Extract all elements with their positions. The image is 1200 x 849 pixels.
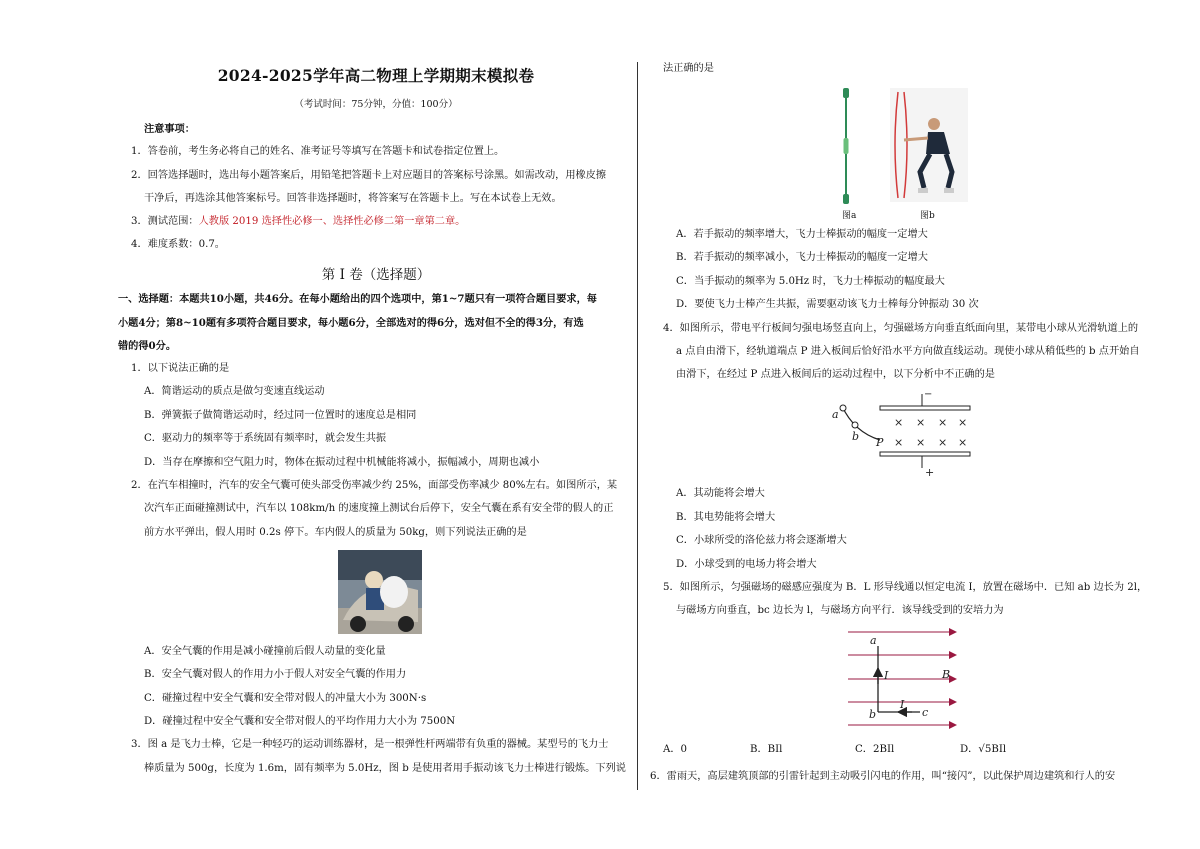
q5-label-b: b (869, 708, 877, 721)
q4-label-p: P (876, 436, 884, 449)
q1-option-c: C．驱动力的频率等于系统固有频率时，就会发生共振 (144, 433, 387, 444)
section-instructions-3: 错的得0分。 (118, 340, 177, 352)
q5-stem-2: 与磁场方向垂直，bc 边长为 l，与磁场方向平行．该导线受到的安培力为 (676, 605, 1004, 616)
q4-field-cross: × (916, 436, 926, 449)
q4-field-cross: × (958, 436, 968, 449)
q4-field-cross: × (894, 416, 904, 429)
section-instructions-2: 小题4分；第8~10题有多项符合题目要求，每小题6分，全部选对的得6分，选对但不全的得3分，有选 (118, 317, 584, 329)
q3-stem-2: 棒质量为 500g，长度为 1.6m，固有频率为 5.0Hz，图 b 是使用者用手振动该飞力士棒进行锻炼。下列说 (144, 763, 626, 774)
right-column (650, 0, 1150, 849)
q3-option-a: A．若手振动的频率增大，飞力士棒振动的幅度一定增大 (676, 229, 928, 240)
q4-field-cross: × (894, 436, 904, 449)
q3-stem-1: 3．图 a 是飞力士棒，它是一种轻巧的运动训练器材，是一根弹性杆两端带有负重的器械。某型号的飞力士 (131, 739, 609, 750)
q4-option-b: B．其电势能将会增大 (676, 512, 776, 523)
q2-option-a: A．安全气囊的作用是减小碰撞前后假人动量的变化量 (144, 646, 386, 657)
q5-option-c: C．2BIl (855, 744, 895, 755)
q1-option-d: D．当存在摩擦和空气阻力时，物体在振动过程中机械能将减小，振幅减小，周期也减小 (144, 457, 540, 468)
q4-field-cross: × (916, 416, 926, 429)
q2-stem-2: 次汽车正面碰撞测试中，汽车以 108km/h 的速度撞上测试台后停下，安全气囊在系有安全带的假人的正 (144, 503, 614, 514)
section-instructions-1: 一、选择题：本题共10小题，共46分。在每小题给出的四个选项中，第1~7题只有一项符合题目要求，每 (118, 293, 597, 305)
q6-stem: 6．雷雨天，高层建筑顶部的引雷针起到主动吸引闪电的作用，叫“接闪”，以此保护周边建筑和行人的安 (650, 771, 1116, 782)
q4-plates-diagram (828, 388, 978, 484)
q4-field-cross: × (938, 436, 948, 449)
flexi-bar-figure-b (890, 88, 968, 202)
page-title: 2024-2025学年高二物理上学期期末模拟卷 (217, 66, 535, 85)
note-4: 4．难度系数：0.7。 (131, 239, 225, 250)
q3-option-d: D．要使飞力士棒产生共振，需要驱动该飞力士棒每分钟振动 30 次 (676, 299, 979, 310)
note-3-prefix: 3．测试范围： (131, 216, 199, 227)
q4-option-d: D．小球受到的电场力将会增大 (676, 559, 817, 570)
q5-label-field-b: B (942, 668, 951, 681)
q5-label-current-bc: I (900, 698, 905, 711)
q5-stem-1: 5．如图所示，匀强磁场的磁感应强度为 B．L 形导线通以恒定电流 I，放置在磁场中．已知 ab 边长为 2l， (663, 582, 1148, 593)
note-1: 1．答卷前，考生务必将自己的姓名、准考证号等填写在答题卡和试卷指定位置上。 (131, 146, 505, 157)
q5-label-a: a (870, 634, 877, 647)
exam-info: （考试时间：75分钟，分值：100分） (294, 99, 458, 110)
note-2-cont: 干净后，再选涂其他答案标号。回答非选择题时，将答案写在答题卡上。写在本试卷上无效。 (144, 193, 562, 204)
note-3 (131, 215, 465, 229)
q2-option-b: B．安全气囊对假人的作用力小于假人对安全气囊的作用力 (144, 669, 407, 680)
q4-stem-2: a 点自由滑下，经轨道端点 P 进入板间后恰好沿水平方向做直线运动。现使小球从稍低些的 b 点开始自 (676, 346, 1140, 357)
q2-stem-3: 前方水平弹出，假人用时 0.2s 停下。车内假人的质量为 50kg，则下列说法正确的是 (144, 527, 527, 538)
q3-stem-3: 法正确的是 (663, 63, 714, 74)
note-3-scope: 人教版 2019 选择性必修一、选择性必修二第一章第二章。 (198, 216, 466, 227)
q4-plus-sign: + (925, 466, 935, 479)
column-divider (637, 62, 638, 790)
fig-b-caption: 图b (920, 211, 935, 221)
q1-option-b: B．弹簧振子做简谐运动时，经过同一位置时的速度总是相同 (144, 410, 417, 421)
note-2: 2．回答选择题时，选出每小题答案后，用铅笔把答题卡上对应题目的答案标号涂黑。如需改动，用橡皮擦 (131, 170, 607, 181)
left-column (118, 0, 634, 849)
q4-field-cross: × (938, 416, 948, 429)
q1-stem: 1．以下说法正确的是 (131, 363, 230, 374)
q4-stem-1: 4．如图所示，带电平行板间匀强电场竖直向上，匀强磁场方向垂直纸面向里，某带电小球从光滑轨道上的 (663, 323, 1139, 334)
crash-test-photo (338, 550, 422, 634)
q3-option-c: C．当手振动的频率为 5.0Hz 时，飞力士棒振动的幅度最大 (676, 276, 945, 287)
notes-heading: 注意事项： (144, 123, 195, 135)
q4-label-b: b (852, 430, 860, 443)
q3-option-b: B．若手振动的频率减小，飞力士棒振动的幅度一定增大 (676, 252, 928, 263)
q2-option-d: D．碰撞过程中安全气囊和安全带对假人的平均作用力大小为 7500N (144, 716, 456, 727)
q5-option-d: D．√5BIl (960, 744, 1007, 755)
q4-option-c: C．小球所受的洛伦兹力将会逐渐增大 (676, 535, 847, 546)
flexi-bar-figure-a (836, 86, 856, 206)
q2-option-c: C．碰撞过程中安全气囊和安全带对假人的冲量大小为 300N·s (144, 693, 427, 704)
q4-field-cross: × (958, 416, 968, 429)
fig-a-caption: 图a (842, 211, 857, 221)
q4-option-a: A．其动能将会增大 (676, 488, 765, 499)
q5-option-b: B．BIl (750, 744, 783, 755)
q5-label-c: c (922, 706, 929, 719)
q5-option-a: A．0 (663, 744, 688, 755)
q2-stem-1: 2．在汽车相撞时，汽车的安全气囊可使头部受伤率减少约 25%，面部受伤率减少 80%左右。如图所示，某 (131, 480, 618, 491)
q1-option-a: A．简谐运动的质点是做匀变速直线运动 (144, 386, 325, 397)
q5-magnetic-field-diagram (844, 624, 964, 730)
q4-label-a: a (832, 408, 839, 421)
q4-minus-sign: − (924, 389, 933, 400)
q5-label-current-ab: I (884, 669, 889, 682)
section-title: 第 I 卷（选择题） (321, 267, 431, 283)
q4-stem-3: 由滑下，在经过 P 点进入板间后的运动过程中，以下分析中不正确的是 (676, 369, 995, 380)
